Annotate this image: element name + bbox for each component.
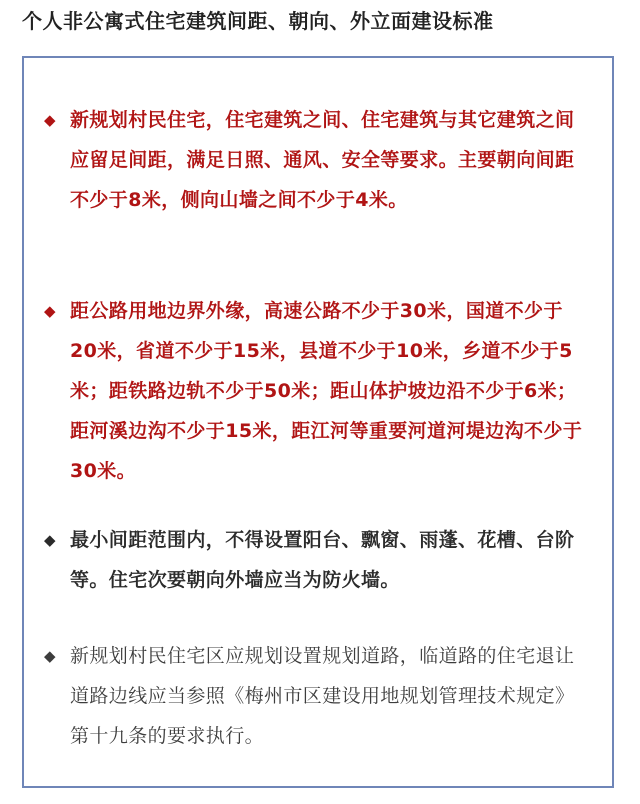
item-text: 距公路用地边界外缘，高速公路不少于30米，国道不少于20米，省道不少于15米，县道不少于10米，乡道不少于5米；距铁路边轨不少于50米；距山体护坡边沿不少于6米；距河溪边沟不少于15米，距江河等重要河道河堤边沟不少于30米。 <box>70 300 583 482</box>
diamond-bullet-icon: ◆ <box>44 531 56 549</box>
diamond-bullet-icon: ◆ <box>44 111 56 129</box>
diamond-bullet-icon: ◆ <box>44 647 56 665</box>
item-text: 新规划村民住宅，住宅建筑之间、住宅建筑与其它建筑之间应留足间距，满足日照、通风、安全等要求。主要朝向间距不少于8米，侧向山墙之间不少于4米。 <box>70 109 575 211</box>
standard-item-road-distance <box>44 291 584 491</box>
standard-item-road-planning <box>44 636 584 756</box>
page-title: 个人非公寓式住宅建筑间距、朝向、外立面建设标准 <box>22 9 494 33</box>
standard-item-restrictions <box>44 520 584 600</box>
diamond-bullet-icon: ◆ <box>44 302 56 320</box>
item-text: 新规划村民住宅区应规划设置规划道路，临道路的住宅退让道路边线应当参照《梅州市区建设用地规划管理技术规定》第十九条的要求执行。 <box>70 645 575 747</box>
item-text: 最小间距范围内，不得设置阳台、飘窗、雨蓬、花槽、台阶等。住宅次要朝向外墙应当为防火墙。 <box>70 529 575 591</box>
standard-item-spacing <box>44 100 584 220</box>
